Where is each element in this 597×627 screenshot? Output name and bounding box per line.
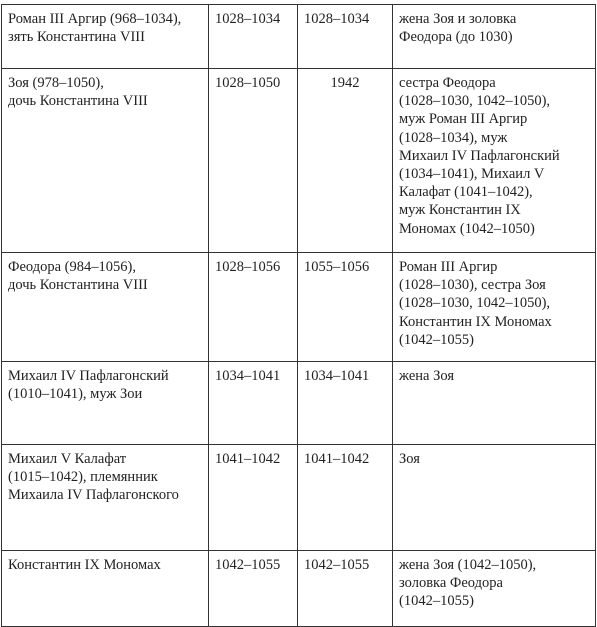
person-cell: Михаил V Калафат (1015–1042), племянник Михаила IV Пафлагонского	[2, 445, 209, 551]
relations-cell: жена Зоя	[393, 362, 596, 445]
table-row	[2, 5, 596, 69]
table-row	[2, 253, 596, 362]
person-cell: Феодора (984–1056), дочь Константина VIII	[2, 253, 209, 362]
table-row	[2, 69, 596, 253]
table-row	[2, 551, 596, 627]
years-cell: 1028–1050	[209, 69, 298, 253]
years-cell: 1034–1041	[209, 362, 298, 445]
relations-cell: Зоя	[393, 445, 596, 551]
reign-cell: 1055–1056	[298, 253, 393, 362]
relations-cell: жена Зоя и золовка Феодора (до 1030)	[393, 5, 596, 69]
table-row	[2, 362, 596, 445]
years-cell: 1041–1042	[209, 445, 298, 551]
reign-cell: 1034–1041	[298, 362, 393, 445]
years-cell: 1028–1056	[209, 253, 298, 362]
person-cell: Роман III Аргир (968–1034), зять Константина VIII	[2, 5, 209, 69]
reign-cell: 1942	[298, 69, 393, 253]
person-cell: Михаил IV Пафлагонский (1010–1041), муж Зои	[2, 362, 209, 445]
person-cell: Константин IX Мономах	[2, 551, 209, 627]
reign-cell: 1028–1034	[298, 5, 393, 69]
rulers-table	[1, 4, 596, 627]
reign-cell: 1042–1055	[298, 551, 393, 627]
relations-cell: сестра Феодора (1028–1030, 1042–1050), муж Роман III Аргир (1028–1034), муж Михаил IV Пафлагонский (1034–1041), Михаил V Калафат (1041–1042), муж Константин IX Мономах (1042–1050)	[393, 69, 596, 253]
person-cell: Зоя (978–1050), дочь Константина VIII	[2, 69, 209, 253]
years-cell: 1042–1055	[209, 551, 298, 627]
relations-cell: жена Зоя (1042–1050), золовка Феодора (1042–1055)	[393, 551, 596, 627]
table-row	[2, 445, 596, 551]
reign-cell: 1041–1042	[298, 445, 393, 551]
relations-cell: Роман III Аргир (1028–1030), сестра Зоя (1028–1030, 1042–1050), Константин IX Мономах (1042–1055)	[393, 253, 596, 362]
years-cell: 1028–1034	[209, 5, 298, 69]
